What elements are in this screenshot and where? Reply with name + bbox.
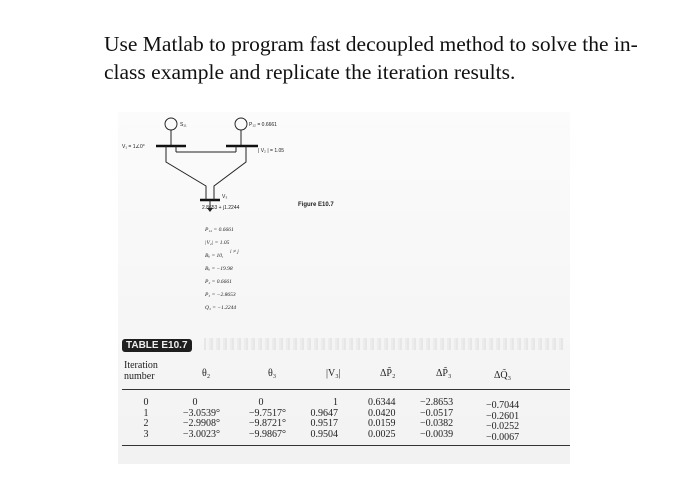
param-q3: Q₃ = −1.2244 xyxy=(205,305,237,311)
generator-2-symbol xyxy=(235,118,247,130)
cell-iter-2: 2 xyxy=(143,418,149,429)
cell-dq3-0: −0.7044 xyxy=(486,400,520,411)
cell-iter-0: 0 xyxy=(143,397,149,408)
parameter-list xyxy=(205,224,236,315)
column-v3 xyxy=(296,398,338,440)
param-note: i ≠ j xyxy=(230,249,239,255)
header-v3: |V₃| xyxy=(326,368,341,379)
header-dp2: ΔP̃₂ xyxy=(380,368,396,379)
cell-v3-1: 0.9647 xyxy=(310,407,338,419)
header-dp3: ΔP̃₃ xyxy=(436,368,452,379)
cell-theta3-1: −9.7517° xyxy=(248,407,286,419)
param-bij: Bᵢᵢ = 10, xyxy=(205,253,224,259)
table-tag: TABLE E10.7 xyxy=(122,339,192,352)
sg1-label: S₁₁ xyxy=(180,122,187,128)
line-1-3 xyxy=(166,146,206,200)
cell-v3-0: 1 xyxy=(333,397,338,408)
cell-v3-3: 0.9504 xyxy=(310,428,338,440)
figure-caption: Figure E10.7 xyxy=(298,202,334,208)
param-p3: P₃ = −2.8653 xyxy=(205,292,236,298)
table-bottom-rule xyxy=(122,445,570,446)
column-theta3 xyxy=(228,398,286,440)
table-header-rule xyxy=(122,389,570,390)
v1-label: V₁ = 1∠0° xyxy=(122,144,145,150)
textbook-scan xyxy=(118,112,570,464)
cell-dp2-0: 0.6344 xyxy=(368,397,396,408)
param-pg2: P₁₂ = 0.6661 xyxy=(205,227,234,233)
cell-dp2-3: 0.0025 xyxy=(368,428,396,440)
cell-dq3-3: −0.0067 xyxy=(486,431,520,443)
column-dq3 xyxy=(486,401,530,443)
line-2-3 xyxy=(214,146,246,200)
header-theta3: θ₃ xyxy=(268,368,277,379)
banner-texture xyxy=(204,338,564,350)
cell-iter-1: 1 xyxy=(143,407,149,419)
generator-1-symbol xyxy=(165,118,177,130)
question-text: Use Matlab to program fast decoupled method to solve the in-class example and replicate the iteration results. xyxy=(104,32,638,84)
header-theta2: θ₂ xyxy=(202,368,211,379)
cell-dp3-0: −2.8653 xyxy=(420,397,454,408)
cell-dq3-1: −0.2601 xyxy=(486,410,520,422)
cell-dp3-2: −0.0382 xyxy=(420,418,454,429)
cell-theta2-2: −2.9908° xyxy=(182,418,220,429)
column-iteration xyxy=(141,398,151,440)
cell-dp2-2: 0.0159 xyxy=(368,418,396,429)
one-line-diagram xyxy=(118,112,570,224)
cell-v3-2: 0.9517 xyxy=(310,418,338,429)
cell-dp3-1: −0.0517 xyxy=(420,407,454,419)
column-dp2 xyxy=(368,398,404,440)
cell-dp3-3: −0.0039 xyxy=(420,428,454,440)
pg2-label: P₁₂ = 0.6661 xyxy=(249,122,277,128)
cell-theta2-1: −3.0539° xyxy=(182,407,220,419)
cell-iter-3: 3 xyxy=(143,428,149,440)
v2-label: | V₂ | = 1.05 xyxy=(258,148,285,154)
param-p2: P₂ = 0.6661 xyxy=(205,279,232,285)
iteration-header-line1: Iteration xyxy=(124,360,158,371)
cell-theta3-2: −9.8721° xyxy=(248,418,286,429)
cell-theta3-0: 0 xyxy=(258,397,264,408)
iteration-header-line2: number xyxy=(124,371,155,382)
table-banner xyxy=(118,334,570,356)
cell-dq3-2: −0.0252 xyxy=(486,421,520,432)
iteration-header xyxy=(124,360,158,382)
v3-label: V₃ xyxy=(222,194,228,200)
cell-dp2-1: 0.0420 xyxy=(368,407,396,419)
param-bii: Bᵢᵢ = −19.98 xyxy=(205,266,233,272)
cell-theta3-3: −9.9867° xyxy=(248,428,286,440)
cell-theta2-0: 0 xyxy=(192,397,198,408)
param-v2: |V₂| = 1.05 xyxy=(205,240,230,246)
header-dq3: ΔQ̃₃ xyxy=(494,370,512,381)
column-dp3 xyxy=(420,398,462,440)
cell-theta2-3: −3.0023° xyxy=(182,428,220,440)
column-theta2 xyxy=(162,398,220,440)
load3-label: 2.8653 + j1.2244 xyxy=(202,205,240,211)
